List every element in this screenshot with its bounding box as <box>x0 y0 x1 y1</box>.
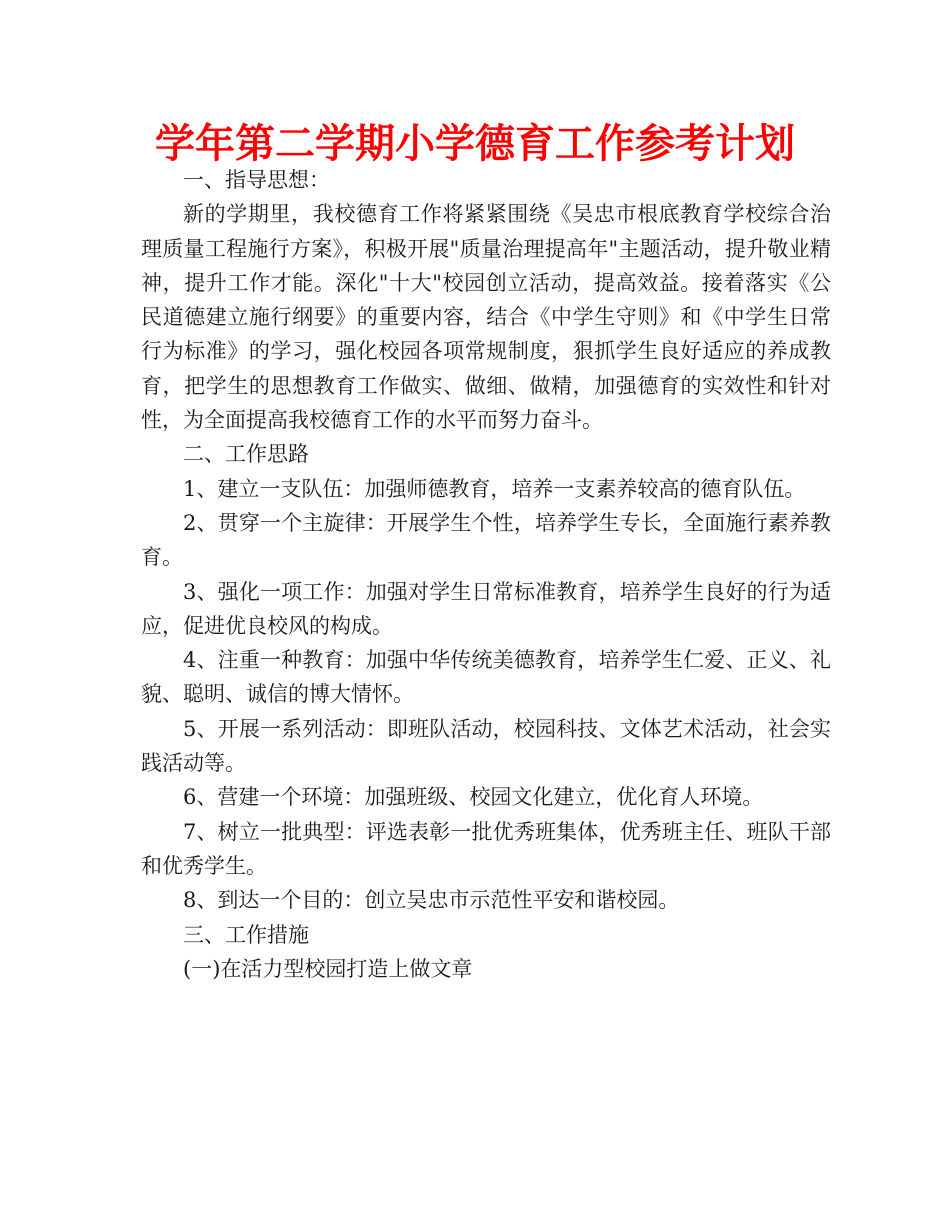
list-item-1: 1、建立一支队伍：加强师德教育，培养一支素养较高的德育队伍。 <box>183 476 806 501</box>
list-item-8: 8、到达一个目的：创立吴忠市示范性平安和谐校园。 <box>183 888 680 913</box>
list-item-2: 2、贯穿一个主旋律：开展学生个性，培养学生专长，全面施行素养教育。 <box>141 510 831 570</box>
list-item-4: 4、注重一种教育：加强中华传统美德教育，培养学生仁爱、正义、礼貌、聪明、诚信的博大情怀。 <box>141 648 831 707</box>
document-body <box>141 163 831 986</box>
paragraph-guiding-ideology: 新的学期里，我校德育工作将紧紧围绕《吴忠市根底教育学校综合治理质量工程施行方案》，积极开展"质量治理提高年"主题活动，提升敬业精神，提升工作才能。深化"十大"校园创立活动，提高效益。接着落实《公民道德建立施行纲要》的重要内容，结合《中学生守则》和《中学生日常行为标准》的学习，强化校园各项常规制度，狠抓学生良好适应的养成教育，把学生的思想教育工作做实、做细、做精，加强德育的实效性和针对性，为全面提高我校德育工作的水平而努力奋斗。 <box>141 202 831 433</box>
subheading-vibrant-campus: (一)在活力型校园打造上做文章 <box>183 956 473 981</box>
heading-work-ideas: 二、工作思路 <box>183 442 309 467</box>
list-item-3: 3、强化一项工作：加强对学生日常标准教育，培养学生良好的行为适应，促进优良校风的构成。 <box>141 579 831 638</box>
list-item-5: 5、开展一系列活动：即班队活动，校园科技、文体艺术活动，社会实践活动等。 <box>141 716 831 776</box>
list-item-7: 7、树立一批典型：评选表彰一批优秀班集体，优秀班主任、班队干部和优秀学生。 <box>141 819 831 878</box>
heading-work-measures: 三、工作措施 <box>183 922 309 947</box>
list-item-6: 6、营建一个环境：加强班级、校园文化建立，优化育人环境。 <box>183 785 764 810</box>
heading-guiding-ideology: 一、指导思想： <box>183 168 330 192</box>
document-title: 学年第二学期小学德育工作参考计划 <box>155 121 795 167</box>
